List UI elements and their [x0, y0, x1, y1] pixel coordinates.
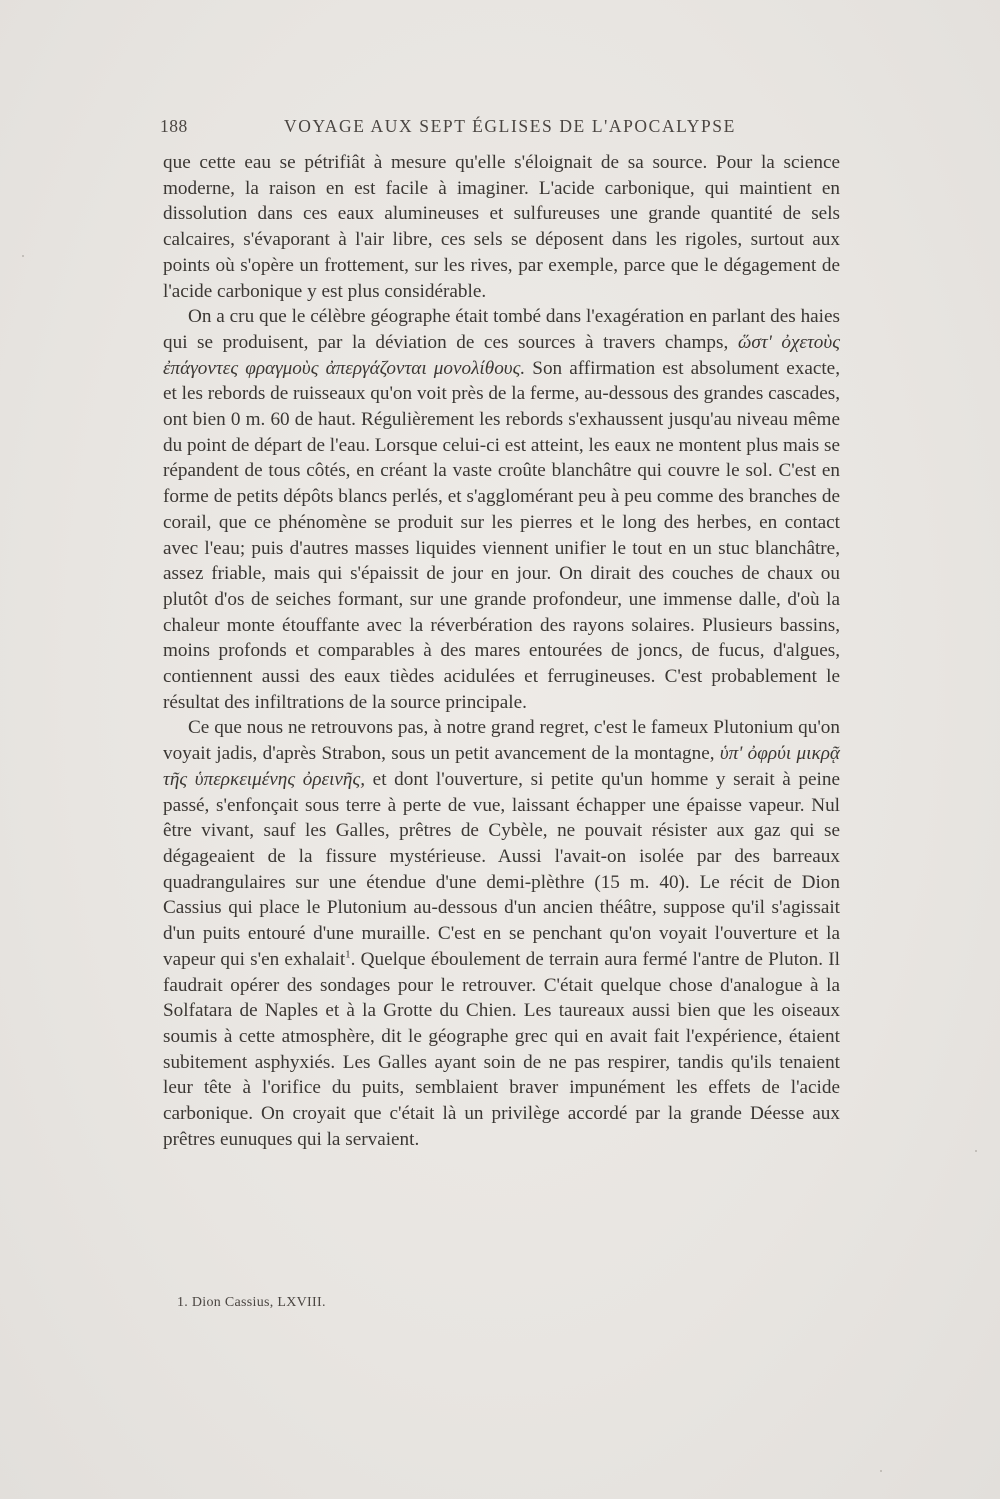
paragraph-2 [163, 304, 840, 715]
footnote-reference: 1 [345, 948, 351, 961]
greek-quotation-1: ὥστ' ὀχετοὺς ἐπάγοντες φραγμοὺς ἀπεργάζονται μονολίθους. [163, 331, 840, 379]
paragraph-3-part-a: Ce que nous ne retrouvons pas, à notre grand regret, c'est le fameux Plutonium qu'on voyait jadis, d'après Strabon, sous un petit avancement de la montagne, [163, 717, 840, 765]
paragraph-3-part-b: et dont l'ouverture, si petite qu'un homme y serait à peine passé, s'enfonçait sous terre à perte de vue, laissant échapper une épaisse vapeur. Nul être vivant, sauf les Galles, prêtres de Cybèle, ne pouvait résister aux gaz qui se dégageaient de la fissure mystérieuse. Aussi l'avait-on isolée par des barreaux quadrangulaires sur une étendue d'une demi-plèthre (15 m. 40). Le récit de Dion Cassius qui place le Plutonium au-dessous d'un ancien théâtre, suppose qu'il s'agissait d'un puits entouré d'une muraille. C'est en se penchant qu'on voyait l'ouverture et la vapeur qui s'en exhalait [163, 768, 840, 970]
paragraph-2-part-a: On a cru que le célèbre géographe était tombé dans l'exagération en parlant des haies qui se produisent, par la déviation de ces sources à travers champs, [163, 306, 840, 353]
body-text [163, 150, 840, 1152]
footnote: 1. Dion Cassius, LXVIII. [177, 1295, 326, 1310]
paper-speck [880, 1470, 882, 1472]
paragraph-1: que cette eau se pétrifiât à mesure qu'elle s'éloignait de sa source. Pour la science moderne, la raison en est facile à imaginer. L'acide carbonique, qui maintient en dissolution dans ces eaux alumineuses et sulfureuses une grande quantité de sels calcaires, s'évaporant à l'air libre, ces sels se déposent dans les rigoles, surtout aux points où s'opère un frottement, sur les rives, par exemple, parce que le dégagement de l'acide carbonique y est plus considérable. [163, 152, 840, 302]
greek-quotation-2: ὑπ' ὀφρύι μικρᾷ τῆς ὑπερκειμένης ὀρεινῆς, [163, 743, 840, 790]
page-header [160, 116, 840, 146]
paper-speck [22, 255, 24, 257]
paragraph-3-part-c: . Quelque éboulement de terrain aura fermé l'antre de Pluton. Il faudrait opérer des sondages pour le retrouver. C'était quelque chose d'analogue à la Solfatara de Naples et à la Grotte du Chien. Les taureaux aussi bien que les oiseaux soumis à cette atmosphère, dit le géographe grec qui en avait fait l'expérience, étaient subitement asphyxiés. Les Galles ayant soin de ne pas respirer, tandis qu'ils tenaient leur tête à l'orifice du puits, semblaient braver impunément les effets de l'acide carbonique. On croyait que c'était là un privilège accordé par la grande Déesse aux prêtres eunuques qui la servaient. [163, 948, 840, 1150]
paragraph-3 [163, 715, 840, 1152]
paragraph-2-part-b: Son affirmation est absolument exacte, et les rebords de ruisseaux qu'on voit près de la ferme, au-dessous des grandes cascades, ont bien 0 m. 60 de haut. Régulièrement les rebords s'exhaussent jusqu'au niveau même du point de départ de l'eau. Lorsque celui-ci est atteint, les eaux ne montent plus mais se répandent de tous côtés, en créant la vaste croûte blanchâtre qui couvre le sol. C'est en forme de petits dépôts blancs perlés, et s'agglomérant peu à peu comme des branches de corail, que ce phénomène se produit sur les pierres et le long des herbes, en contact avec l'eau; puis d'autres masses liquides viennent unifier le tout en un stuc blanchâtre, assez friable, mais qui s'épaissit de jour en jour. On dirait des couches de chaux ou plutôt d'os de seiches formant, sur une grande profondeur, une immense dalle, d'où la chaleur monte étouffante avec la réverbération des rayons solaires. Plusieurs bassins, moins profonds et comparables à des mares entourées de joncs, de fucus, d'algues, contiennent aussi des eaux tièdes acidulées et ferrugineuses. C'est probablement le résultat des infiltrations de la source principale. [163, 357, 840, 713]
page-number: 188 [160, 116, 188, 136]
running-title: VOYAGE AUX SEPT ÉGLISES DE L'APOCALYPSE [284, 116, 736, 136]
paper-speck [975, 1150, 977, 1152]
